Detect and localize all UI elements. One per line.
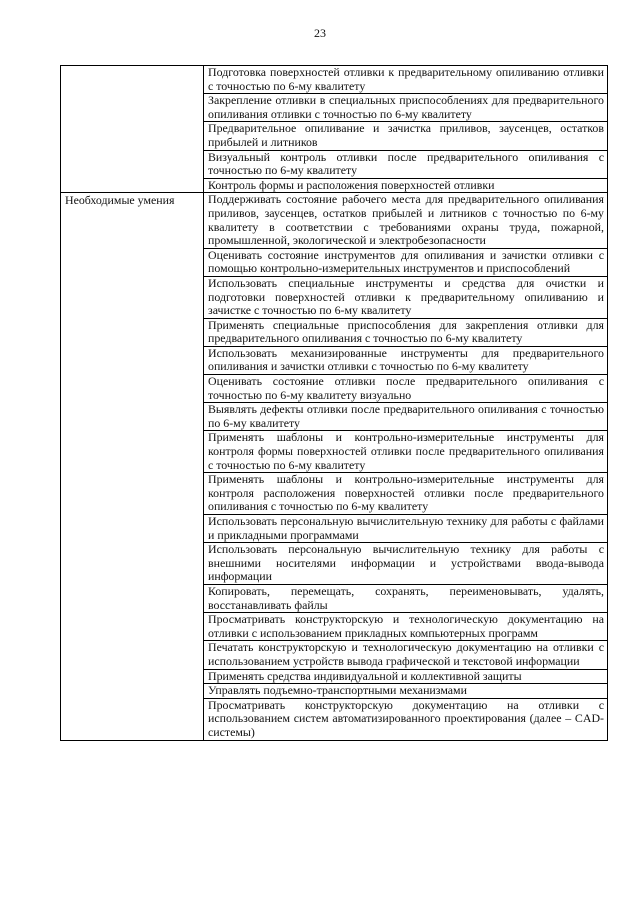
table-cell-item: Просматривать конструкторскую и технологическую документацию на отливки с использованием прикладных компьютерных программ	[204, 613, 608, 641]
table-cell-item: Использовать персональную вычислительную технику для работы с внешними носителями информации и устройствами ввода-вывода информации	[204, 543, 608, 585]
table-cell-item: Применять шаблоны и контрольно-измерительные инструменты для контроля расположения поверхностей отливки после предварительного опиливания с точностью по 6-му квалитету	[204, 473, 608, 515]
section-label: Необходимые умения	[61, 193, 204, 740]
section-label	[61, 66, 204, 193]
table-cell-item: Предварительное опиливание и зачистка приливов, заусенцев, остатков прибылей и литников	[204, 122, 608, 150]
table-cell-item: Использовать специальные инструменты и средства для очистки и подготовки поверхностей отливки к предварительному опиливанию и зачистке с точностью по 6-му квалитету	[204, 276, 608, 318]
page-number: 23	[314, 26, 326, 40]
table-cell-item: Использовать механизированные инструменты для предварительного опиливания и зачистки отливки с точностью по 6-му квалитету	[204, 346, 608, 374]
table-cell-item: Применять шаблоны и контрольно-измерительные инструменты для контроля формы поверхностей отливки после предварительного опиливания с точностью по 6-му квалитету	[204, 431, 608, 473]
table-row	[61, 66, 608, 94]
table-cell-item: Подготовка поверхностей отливки к предварительному опиливанию отливки с точностью по 6-му квалитету	[204, 66, 608, 94]
table-cell-item: Управлять подъемно-транспортными механизмами	[204, 684, 608, 699]
table-cell-item: Поддерживать состояние рабочего места для предварительного опиливания приливов, заусенцев, остатков прибылей и литников с точностью по 6-му квалитету в соответствии с требованиями охраны труда, пожарной, промышленной, экологической и электробезопасности	[204, 193, 608, 248]
table-cell-item: Оценивать состояние инструментов для опиливания и зачистки отливки с помощью контрольно-измерительных инструментов и приспособлений	[204, 248, 608, 276]
table-cell-item: Копировать, перемещать, сохранять, переименовывать, удалять, восстанавливать файлы	[204, 584, 608, 612]
table-cell-item: Оценивать состояние отливки после предварительного опиливания с точностью по 6-му квалитету визуально	[204, 375, 608, 403]
table-cell-item: Применять специальные приспособления для закрепления отливки для предварительного опиливания с точностью по 6-му квалитету	[204, 318, 608, 346]
table-row	[61, 193, 608, 248]
table-cell-item: Выявлять дефекты отливки после предварительного опиливания с точностью по 6-му квалитету	[204, 403, 608, 431]
table-cell-item: Контроль формы и расположения поверхностей отливки	[204, 178, 608, 193]
labor-functions-table	[60, 65, 608, 741]
table-cell-item: Печатать конструкторскую и технологическую документацию на отливки с использованием устройств вывода графической и текстовой информации	[204, 641, 608, 669]
table-cell-item: Визуальный контроль отливки после предварительного опиливания с точностью по 6-му квалитету	[204, 150, 608, 178]
table-cell-item: Закрепление отливки в специальных приспособлениях для предварительного опиливания отливки с точностью по 6-му квалитету	[204, 94, 608, 122]
table-cell-item: Использовать персональную вычислительную технику для работы с файлами и прикладными программами	[204, 515, 608, 543]
table-body	[61, 66, 608, 741]
table-cell-item: Применять средства индивидуальной и коллективной защиты	[204, 669, 608, 684]
table-cell-item: Просматривать конструкторскую документацию на отливки с использованием систем автоматизированного проектирования (далее – CAD-системы)	[204, 698, 608, 740]
